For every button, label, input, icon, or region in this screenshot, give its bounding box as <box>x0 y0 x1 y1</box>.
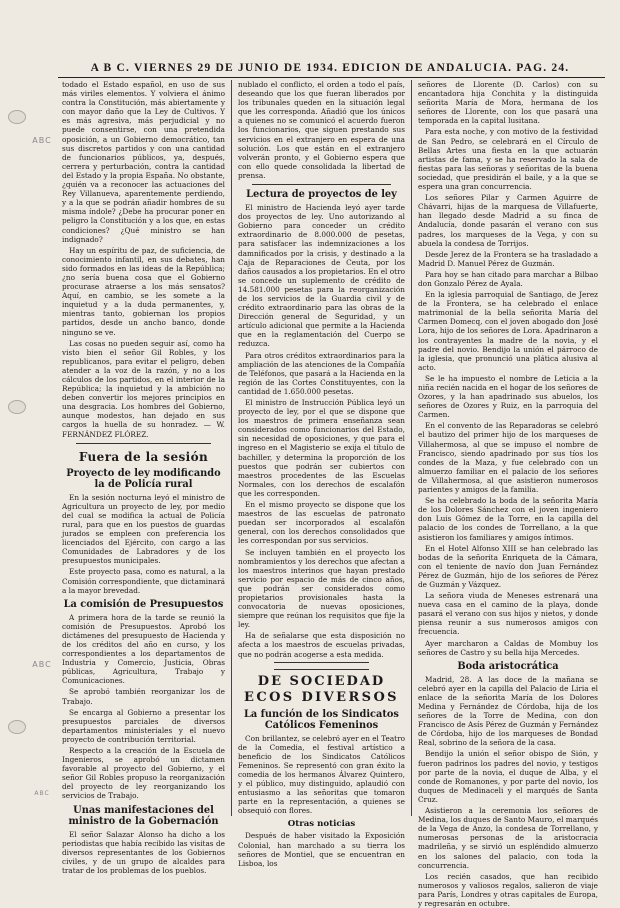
divider <box>76 443 211 444</box>
paragraph: En el Hotel Alfonso XIII se han celebrado las bodas de la señorita Enriqueta de la Cámara, con el teniente de navío don Juan Fernández Pérez de Guzmán, hijo de los señores de Pérez de Guzmán y Vázquez. <box>418 543 598 589</box>
section-title: DE SOCIEDAD <box>257 673 386 689</box>
paragraph: Asistieron a la ceremonia los señores de Medina, los duques de Santo Mauro, el marqués de la Vega de Anzo, la condesa de Torrellano, y numerosas personas de la aristocracia madrileña, y se sirvió un espléndido almuerzo en los salones del palacio, con toda la concurrencia. <box>418 806 598 870</box>
column-3 <box>418 80 598 908</box>
article-title: Unas manifestaciones del ministro de la Gobernación <box>68 804 219 827</box>
paragraph: El ministro de Instrucción Pública leyó un proyecto de ley, por el que se dispone que los maestros de primera enseñanza sean considerados como funcionarios del Estado, sin necesidad de oposiciones, y que para el ingreso en el Magisterio se exija el título de bachiller, y determina la proporción de los puestos que podrán ser cubiertos con maestros procedentes de las Escuelas Normales, con los derechos de escalafón que les corresponden. <box>238 398 405 498</box>
paragraph: Para hoy se han citado para marchar a Bilbao don Gonzalo Pérez de Ayala. <box>418 269 598 288</box>
paragraph: Después de haber visitado la Exposición Colonial, han marchado a su tierra los señores de Montiel, que se encuentran en Lisboa, los <box>238 831 405 868</box>
binder-hole <box>8 400 26 414</box>
header-rule <box>58 77 605 78</box>
paragraph: Desde Jerez de la Frontera se ha trasladado a Madrid D. Manuel Pérez de Guzmán. <box>418 249 598 268</box>
article-title: Lectura de proyectos de ley <box>246 189 397 201</box>
paragraph: nublado el conflicto, el orden a todo el país, deseando que los que fueran liberados por los tribunales queden en la situación legal que les corresponda. Añadió que los únicos a quienes no se comunicó el acuerdo fueron los funcionarios, que siguen prestando sus servicios en el extranjero en espera de una solución. Los que están en el extranjero volverán pronto, y el Gobierno espera que con ello quede consolidada la libertad de prensa. <box>238 80 405 180</box>
paragraph: A primera hora de la tarde se reunió la comisión de Presupuestos. Aprobó los dictámenes del presupuesto de Hacienda y de los créditos del año en curso, y los correspondientes a los departamentos de Industria y Comercio, Justicia, Obras públicas, Agricultura, Trabajo y Comunicaciones. <box>62 612 225 686</box>
paragraph: En el mismo proyecto se dispone que los maestros de las escuelas de patronato puedan ser incorporados al escalafón general, con los derechos consolidados que les correspondan por sus servicios. <box>238 500 405 546</box>
column-divider <box>231 80 232 816</box>
margin-stamp: ABC <box>32 660 52 669</box>
paragraph: Se ha celebrado la boda de la señorita María de los Dolores Sánchez con el joven ingeniero don Luis Gómez de la Torre, en la capilla del palacio de los condes de Torrellano, a la que asistieron los familiares y amigos íntimos. <box>418 496 598 542</box>
article-title: Boda aristocrática <box>457 660 559 672</box>
paragraph: Para esta noche, y con motivo de la festividad de San Pedro, se celebrará en el Círculo de Bellas Artes una fiesta en la que actuarán artistas de fama, y se ha reservado la sala de fiestas para las señoras y señoritas de la buena sociedad, que presidirán el baile, y a la que se espera una gran concurrencia. <box>418 127 598 192</box>
section-title: ECOS DIVERSOS <box>244 689 399 705</box>
paragraph: Hay un espíritu de paz, de suficiencia, de conocimiento infantil, en sus debates, han sido formados en las ideas de la República; ¿no sería buena cosa que el Gobierno procurase atraerse a los más sensatos? Aquí, en cambio, se les somete a la inquietud y a la duda permanentes, y, mientras tanto, gobiernan los propios partidos, desde un ancho banco, donde ninguno se ve. <box>62 245 225 337</box>
column-divider <box>411 80 412 816</box>
paragraph: La señora viuda de Meneses estrenará una nueva casa en el camino de la playa, donde pasará el verano con sus hijos y nietos, y donde piensa reunir a sus numerosos amigos con frecuencia. <box>418 591 598 637</box>
paragraph: Con brillantez, se celebró ayer en el Teatro de la Comedia, el festival artístico a beneficio de los Sindicatos Católicos Femeninos. Se representó con gran éxito la comedia de los hermanos Álvarez Quintero, y el público, muy distinguido, aplaudió con entusiasmo a las señoritas que tomaron parte en la representación, a quienes se obsequió con flores. <box>238 733 405 816</box>
paragraph: Este proyecto pasa, como es natural, a la Comisión correspondiente, que dictaminará a la mayor brevedad. <box>62 567 225 595</box>
paragraph: Respecto a la creación de la Escuela de Ingenieros, se aprobó un dictamen favorable al proyecto del Gobierno, y el señor Gil Robles propuso la reorganización del proyecto de ley reorganizando los servicios de Trabajo. <box>62 746 225 801</box>
section-title: Fuera de la sesión <box>78 449 209 464</box>
paragraph: Se aprobó también reorganizar los de Trabajo. <box>62 687 225 706</box>
column-1 <box>62 80 225 875</box>
margin-stamp: ABC <box>34 790 50 797</box>
paragraph: Bendijo la unión el señor obispo de Sión, y fueron padrinos los padres del novio, y testigos por parte de la novia, el duque de Alba, y el conde de Romanones, y por parte del novio, los duques de Medinaceli y el marqués de Santa Cruz. <box>418 749 598 804</box>
paragraph: En la sesión nocturna leyó el ministro de Agricultura un proyecto de ley, por medio del cual se modifica la actual de Policía rural, para que en los puestos de guardas jurados se empleen con preferencia los licenciados del Ejército, con cargo a las Comunidades de Labradores y de los presupuestos municipales. <box>62 492 225 566</box>
column-2 <box>238 80 405 868</box>
paragraph: señores de Llorente (D. Carlos) con su encantadora hija Conchita y la distinguida señorita María de Mora, hermana de los señores de Llorente, con los que pasará una temporada en la capital lusitana. <box>418 80 598 126</box>
page-header: A B C. VIERNES 29 DE JUNIO DE 1934. EDICION DE ANDALUCIA. PAG. 24. <box>90 62 570 74</box>
article-title: La comisión de Presupuestos <box>63 598 224 610</box>
paragraph: Ayer marcharon a Caldas de Mombuy los señores de Castro y su bella hija Mercedes. <box>418 638 598 657</box>
paragraph: Se le ha impuesto el nombre de Leticia a la niña recién nacida en el hogar de los señores de Ozores, y la han apadrinado sus abuelos, los señores de Ozores y Ruiz, en la parroquia del Carmen. <box>418 373 598 420</box>
paragraph: Los recién casados, que han recibido numerosos y valiosos regalos, salieron de viaje para París, Londres y otras capitales de Europa, y regresarán en octubre. <box>418 871 598 908</box>
article-title: Otras noticias <box>287 819 356 830</box>
paragraph: Ha de señalarse que esta disposición no afecta a los maestros de escuelas privadas, que no podrán acogerse a esta medida. <box>238 631 405 659</box>
paragraph: El ministro de Hacienda leyó ayer tarde dos proyectos de ley. Uno autorizando al Gobierno para conceder un crédito extraordinario de 8.000.000 de pesetas, para satisfacer las indemnizaciones a los damnificados por la crisis, y destinado a la Caja de Reparaciones de Ceuta, por los daños causados a los propietarios. En el otro se concede un suplemento de crédito de 14.581.000 pesetas para la reorganización de los servicios de la Guardia civil y de crédito extraordinario para las obras de la Dirección general de Seguridad, y un artículo adicional que permite a la Hacienda que en la reglamentación del Cuerpo se reduzca. <box>238 203 405 349</box>
divider <box>252 184 391 185</box>
paragraph: todado el Estado español, en uso de sus más viriles elementos. Y volviera el ánimo contra la Constitución, más abiertamente y con mayor daño que la Ley de Cultivos. Y es más agresiva, más perjudicial y no puede consentirse, con una pretendida oposición, a un Gobierno democrático, tan sus discretos partidos y con una cantidad de funcionarios públicos, ya, después, cerrera y perturbación, contra la cantidad del Estado y la propia España. No obstante, ¿quién va a reconocer las actuaciones del Rey Villanueva, aparentemente perdiendo, y a la que se podrán añadir hombres de su misma índole? ¿Debe ha procurar poner en peligro la Constitución y a los que, en estas condiciones? ¿Qué ministro se han indignado? <box>62 80 225 244</box>
paragraph: Los señores Pilar y Carmen Aguirre de Chávarri, hijas de la marquesa de Villafuerte, han llegado desde Madrid a su finca de Andalucía, donde pasarán el verano con sus padres, los marqueses de la Vega, y con su abuela la condesa de Torrijos. <box>418 193 598 248</box>
binder-hole <box>8 110 26 124</box>
ornament-rule <box>274 662 369 670</box>
paragraph: Se incluyen también en el proyecto los nombramientos y los derechos que afectan a los maestros interinos que hayan prestado servicio por espacio de más de cinco años, que podrán ser considerados como propietarios provisionales hasta la convocatoria de nuevas oposiciones, siempre que reúnan los requisitos que fije la ley. <box>238 547 405 630</box>
paragraph: Madrid, 28. A las doce de la mañana se celebró ayer en la capilla del Palacio de Liria el enlace de la señorita María de los Dolores Medina y Fernández de Córdoba, hija de los señores de la Torre de Medina, con don Francisco de Asís Pérez de Guzmán y Fernández de Córdoba, hijo de los marqueses de Bondad Real, sobrino de la señora de la casa. <box>418 674 598 748</box>
article-title: La función de los Sindicatos Católicos Femeninos <box>244 708 399 731</box>
margin-stamp: ABC <box>32 136 52 145</box>
paragraph: En el convento de las Reparadoras se celebró el bautizo del primer hijo de los marqueses de Villahermosa, al que se impuso el nombre de Francisco, siendo apadrinado por sus tíos los condes de la Maza, y fue celebrado con un almuerzo familiar en el palacio de los señores de Villahermosa, al que asistieron numerosos parientes y amigos de la familia. <box>418 421 598 495</box>
paragraph: Se encarga al Gobierno a presentar los presupuestos parciales de diversos departamentos ministeriales y el nuevo proyecto de contribución territorial. <box>62 707 225 744</box>
paragraph: En la iglesia parroquial de Santiago, de Jerez de la Frontera, se ha celebrado el enlace matrimonial de la bella señorita María del Carmen Domecq, con el joven abogado don José Lora, hijo de los señores de Lora. Apadrinaron a los contrayentes la madre de la novia, y el padre del novio. Bendijo la unión el párroco de la iglesia, que pronunció una plática alusiva al acto. <box>418 290 598 372</box>
paragraph: Para otros créditos extraordinarios para la ampliación de las atenciones de la Compañía de Teléfonos, que pasará a la Hacienda en la región de las Cortes Constituyentes, con la cantidad de 1.650.000 pesetas. <box>238 350 405 396</box>
paragraph: El señor Salazar Alonso ha dicho a los periodistas que había recibido las visitas de diversos representantes de los Gobiernos civiles, y de un grupo de alcaldes para tratar de los problemas de los pueblos. <box>62 829 225 875</box>
paragraph: Las cosas no pueden seguir así, como ha visto bien el señor Gil Robles, y los republicanos, para evitar el peligro, deben atender a la voz de la razón, y no a los cálculos de los partidos, en el interior de la República; la inquietud y la ambición no deben convertir los mejores principios en una desgracia. Los hombres del Gobierno, aunque modestos, han dejado en sus cargos la huella de su honradez. — W. FERNÁNDEZ FLÓREZ. <box>62 338 225 439</box>
binder-hole <box>8 720 26 734</box>
article-title: Proyecto de ley modificando la de Policía rural <box>66 467 221 490</box>
